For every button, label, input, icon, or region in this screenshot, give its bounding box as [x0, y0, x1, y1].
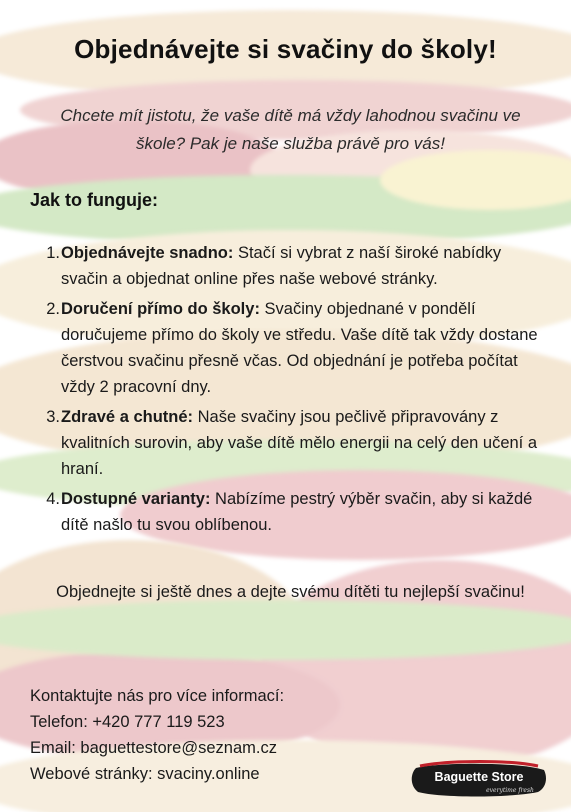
logo-name: Baguette Store — [434, 770, 524, 784]
contact-phone: Telefon: +420 777 119 523 — [30, 713, 225, 731]
page-title: Objednávejte si svačiny do školy! — [74, 34, 497, 64]
step-text: Stačí si vybrat z naší široké nabídky svačin a objednat online přes naše webové stránky. — [61, 244, 502, 288]
list-item — [36, 486, 546, 538]
logo-tagline: everytime fresh — [486, 787, 534, 794]
contact-block — [30, 683, 284, 787]
step-number: 4. — [46, 490, 60, 508]
step-text: Svačiny objednané v pondělí doručujeme přímo do školy ve středu. Vaše dítě tak vždy dostane čerstvou svačinu přesně včas. Od objednání je potřeba počítat vždy 2 pracovní dny. — [61, 300, 538, 396]
contact-heading: Kontaktujte nás pro více informací: — [30, 687, 285, 705]
baguette-store-logo — [410, 760, 548, 798]
step-text: Nabízíme pestrý výběr svačin, aby si každé dítě našlo tu svou oblíbenou. — [61, 490, 533, 534]
call-to-action: Objednejte si ještě dnes a dejte svému dítěti tu nejlepší svačinu! — [56, 583, 525, 601]
step-number: 3. — [46, 408, 60, 426]
list-item — [36, 404, 546, 482]
step-number: 1. — [46, 244, 60, 262]
list-item — [36, 296, 546, 400]
step-title: Objednávejte snadno: — [61, 244, 234, 262]
how-it-works-heading: Jak to funguje: — [30, 190, 159, 210]
contact-website: Webové stránky: svaciny.online — [30, 765, 260, 783]
step-title: Zdravé a chutné: — [61, 408, 194, 426]
step-title: Dostupné varianty: — [61, 490, 211, 508]
list-item — [36, 240, 546, 292]
steps-list — [36, 240, 546, 542]
step-text: Naše svačiny jsou pečlivě připravovány z kvalitních surovin, aby vaše dítě mělo energii na celý den učení a hraní. — [61, 408, 538, 478]
contact-email: Email: baguettestore@seznam.cz — [30, 739, 277, 757]
step-title: Doručení přímo do školy: — [61, 300, 260, 318]
intro-text: Chcete mít jistotu, že vaše dítě má vždy lahodnou svačinu ve škole? Pak je naše služba právě pro vás! — [60, 106, 521, 153]
step-number: 2. — [46, 300, 60, 318]
